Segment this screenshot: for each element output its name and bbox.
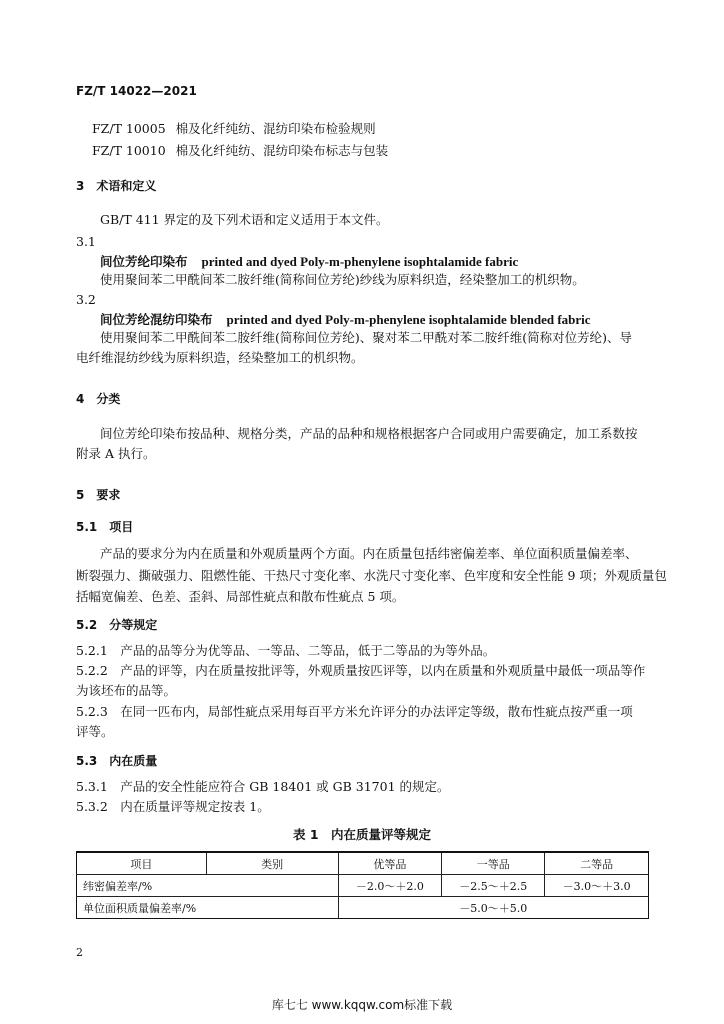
standard-number-header: FZ/T 14022—2021 [76,84,197,98]
cell-all-grades: －5.0～＋5.0 [338,897,649,919]
cell-first-grade: －2.5～＋2.5 [442,875,545,897]
term-3-1-title [100,251,518,270]
table-header-row [77,852,649,875]
section-3-heading: 3 术语和定义 [76,179,157,193]
term-3-2-number: 3.2 [76,292,96,307]
reference-code: FZ/T 10010 [92,143,166,158]
page-number: 2 [76,946,83,959]
header-item: 项目 [77,852,207,875]
reference-code: FZ/T 10005 [92,121,166,136]
term-3-2-zh: 间位芳纶混纺印染布 [100,312,213,327]
clause-5-2-3-line2: 评等。 [76,724,114,739]
header-category: 类别 [206,852,338,875]
clause-5-2-2-line2: 为该坯布的品等。 [76,683,177,698]
header-first-grade: 一等品 [442,852,545,875]
clause-5-2-2-line1: 5.2.2 产品的评等，内在质量按批评等，外观质量按匹评等，以内在质量和外观质量中最低一项品等作 [76,663,646,678]
term-3-1-en: printed and dyed Poly-m-phenylene isophtalamide fabric [201,254,519,269]
table-1-caption: 表 1 内在质量评等规定 [292,827,432,842]
section-4-heading: 4 分类 [76,392,121,406]
term-3-2-title [100,309,591,328]
cell-superior-grade: －2.0～＋2.0 [338,875,442,897]
term-3-1-zh: 间位芳纶印染布 [100,254,188,269]
section-3-intro: GB/T 411 界定的及下列术语和定义适用于本文件。 [100,212,389,227]
term-3-2-en: printed and dyed Poly-m-phenylene isophtalamide blended fabric [226,312,591,327]
section-5-1-line2: 断裂强力、撕破强力、阻燃性能、干热尺寸变化率、水洗尺寸变化率、色牢度和安全性能 9 项；外观质量包 [76,568,667,583]
row-item-mass-per-area-deviation: 单位面积质量偏差率/% [77,897,339,919]
reference-title: 棉及化纤纯纺、混纺印染布标志与包装 [175,143,389,158]
reference-title: 棉及化纤纯纺、混纺印染布检验规则 [175,121,376,136]
section-5-heading: 5 要求 [76,488,121,502]
section-5-1-line1: 产品的要求分为内在质量和外观质量两个方面。内在质量包括纬密偏差率、单位面积质量偏差率、 [100,546,638,561]
reference-fzt10005 [92,119,376,137]
clause-5-2-1: 5.2.1 产品的品等分为优等品、一等品、二等品，低于二等品的为等外品。 [76,643,496,658]
section-5-1-line3: 括幅宽偏差、色差、歪斜、局部性疵点和散布性疵点 5 项。 [76,589,405,604]
section-4-line2: 附录 A 执行。 [76,446,156,461]
cell-second-grade: －3.0～＋3.0 [545,875,649,897]
term-3-1-number: 3.1 [76,234,96,249]
reference-fzt10010 [92,141,388,159]
section-5-3-heading: 5.3 内在质量 [76,754,158,768]
table-1-internal-quality [76,851,649,919]
table-row [77,875,649,897]
row-item-weft-density-deviation: 纬密偏差率/% [77,875,339,897]
term-3-2-definition-line2: 电纤维混纺纱线为原料织造，经染整加工的机织物。 [76,350,364,365]
term-3-1-definition: 使用聚间苯二甲酰间苯二胺纤维(简称间位芳纶)纱线为原料织造，经染整加工的机织物。 [100,272,585,287]
section-4-line1: 间位芳纶印染布按品种、规格分类，产品的品种和规格根据客户合同或用户需要确定，加工系数按 [100,426,638,441]
watermark-footer: 库七七 www.kqqw.com标准下载 [271,998,453,1012]
table-row [77,897,649,919]
header-second-grade: 二等品 [545,852,649,875]
section-5-2-heading: 5.2 分等规定 [76,618,158,632]
term-3-2-definition-line1: 使用聚间苯二甲酰间苯二胺纤维(简称间位芳纶)、聚对苯二甲酰对苯二胺纤维(简称对位芳纶)、导 [100,330,633,345]
clause-5-3-2: 5.3.2 内在质量评等规定按表 1。 [76,799,270,814]
header-superior-grade: 优等品 [338,852,442,875]
clause-5-2-3-line1: 5.2.3 在同一匹布内，局部性疵点采用每百平方米允许评分的办法评定等级，散布性疵点按严重一项 [76,704,633,719]
section-5-1-heading: 5.1 项目 [76,520,134,534]
clause-5-3-1: 5.3.1 产品的安全性能应符合 GB 18401 或 GB 31701 的规定。 [76,779,450,794]
